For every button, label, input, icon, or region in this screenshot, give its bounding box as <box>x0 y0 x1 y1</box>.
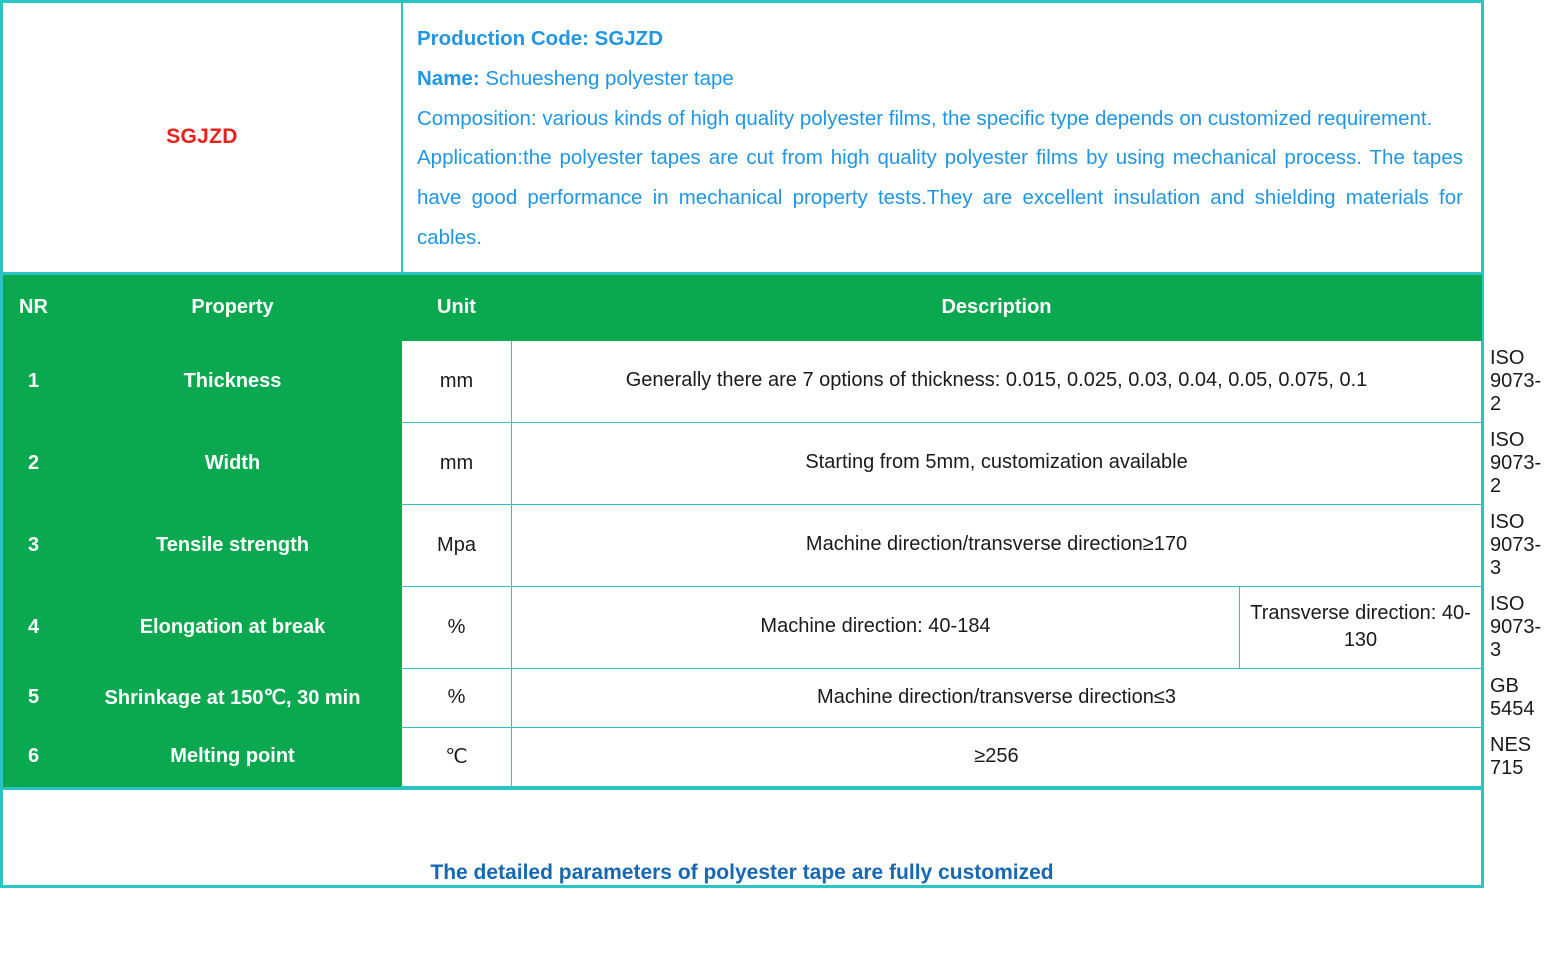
table-row: 1 Thickness mm Generally there are 7 options of thickness: 0.015, 0.025, 0.03, 0.04, 0.05, 0.075, 0.1 ISO 9073-2 <box>4 340 1482 422</box>
specification-table <box>3 275 1560 787</box>
application-value: :the polyester tapes are cut from high quality polyester films by using mechanical process. The tapes have good performance in mechanical property tests.They are excellent insulation and shielding materials for cables. <box>417 146 1463 249</box>
row-property: Thickness <box>64 340 402 422</box>
column-header-nr: NR <box>4 275 64 340</box>
composition-label: Composition <box>417 106 531 130</box>
name-line <box>417 59 1463 99</box>
row-description-transverse: Transverse direction: 40-130 <box>1240 586 1482 668</box>
application-line <box>417 138 1463 257</box>
row-property: Shrinkage at 150℃, 30 min <box>64 668 402 727</box>
application-label: Application <box>417 146 518 170</box>
header-block <box>3 3 1481 275</box>
row-nr: 4 <box>4 586 64 668</box>
row-description: Starting from 5mm, customization available <box>512 422 1482 504</box>
production-code-line <box>417 19 1463 59</box>
production-code-value: SGJZD <box>588 27 664 50</box>
footer-note <box>3 787 1481 957</box>
name-value: Schuesheng polyester tape <box>479 66 734 90</box>
table-row: 2 Width mm Starting from 5mm, customization available ISO 9073-2 <box>4 422 1482 504</box>
row-description: Machine direction/transverse direction≥170 <box>512 504 1482 586</box>
row-unit: mm <box>402 340 512 422</box>
row-description: ≥256 <box>512 727 1482 786</box>
row-description: Generally there are 7 options of thickness: 0.015, 0.025, 0.03, 0.04, 0.05, 0.075, 0.1 <box>512 340 1482 422</box>
row-nr: 2 <box>4 422 64 504</box>
row-description: Machine direction/transverse direction≤3 <box>512 668 1482 727</box>
row-property: Melting point <box>64 727 402 786</box>
column-header-property: Property <box>64 275 402 340</box>
row-unit: % <box>402 586 512 668</box>
row-nr: 5 <box>4 668 64 727</box>
row-description-machine: Machine direction: 40-184 <box>512 586 1240 668</box>
composition-value: : various kinds of high quality polyester films, the specific type depends on customized requirement. <box>530 106 1433 130</box>
production-code-label: Production Code: <box>417 27 589 50</box>
composition-line <box>417 99 1463 139</box>
row-property: Width <box>64 422 402 504</box>
name-label: Name: <box>417 66 480 90</box>
row-nr: 1 <box>4 340 64 422</box>
table-row: 4 Elongation at break % Machine direction: 40-184 Transverse direction: 40-130 ISO 9073-3 <box>4 586 1482 668</box>
row-nr: 6 <box>4 727 64 786</box>
table-row: 3 Tensile strength Mpa Machine direction/transverse direction≥170 ISO 9073-3 <box>4 504 1482 586</box>
row-property: Elongation at break <box>64 586 402 668</box>
product-code-cell <box>3 3 403 272</box>
row-unit: ℃ <box>402 727 512 786</box>
table-row: 6 Melting point ℃ ≥256 NES 715 <box>4 727 1482 786</box>
column-header-description: Description <box>512 275 1482 340</box>
table-row: 5 Shrinkage at 150℃, 30 min % Machine direction/transverse direction≤3 GB 5454 <box>4 668 1482 727</box>
row-property: Tensile strength <box>64 504 402 586</box>
product-code: SGJZD <box>166 125 238 149</box>
row-nr: 3 <box>4 504 64 586</box>
row-unit: % <box>402 668 512 727</box>
row-unit: Mpa <box>402 504 512 586</box>
row-unit: mm <box>402 422 512 504</box>
table-header-row: NR Property Unit Description Test method <box>4 275 1482 340</box>
footer-note-text: The detailed parameters of polyester tape are fully customized <box>430 861 1054 885</box>
column-header-unit: Unit <box>402 275 512 340</box>
product-description-cell <box>403 3 1481 272</box>
